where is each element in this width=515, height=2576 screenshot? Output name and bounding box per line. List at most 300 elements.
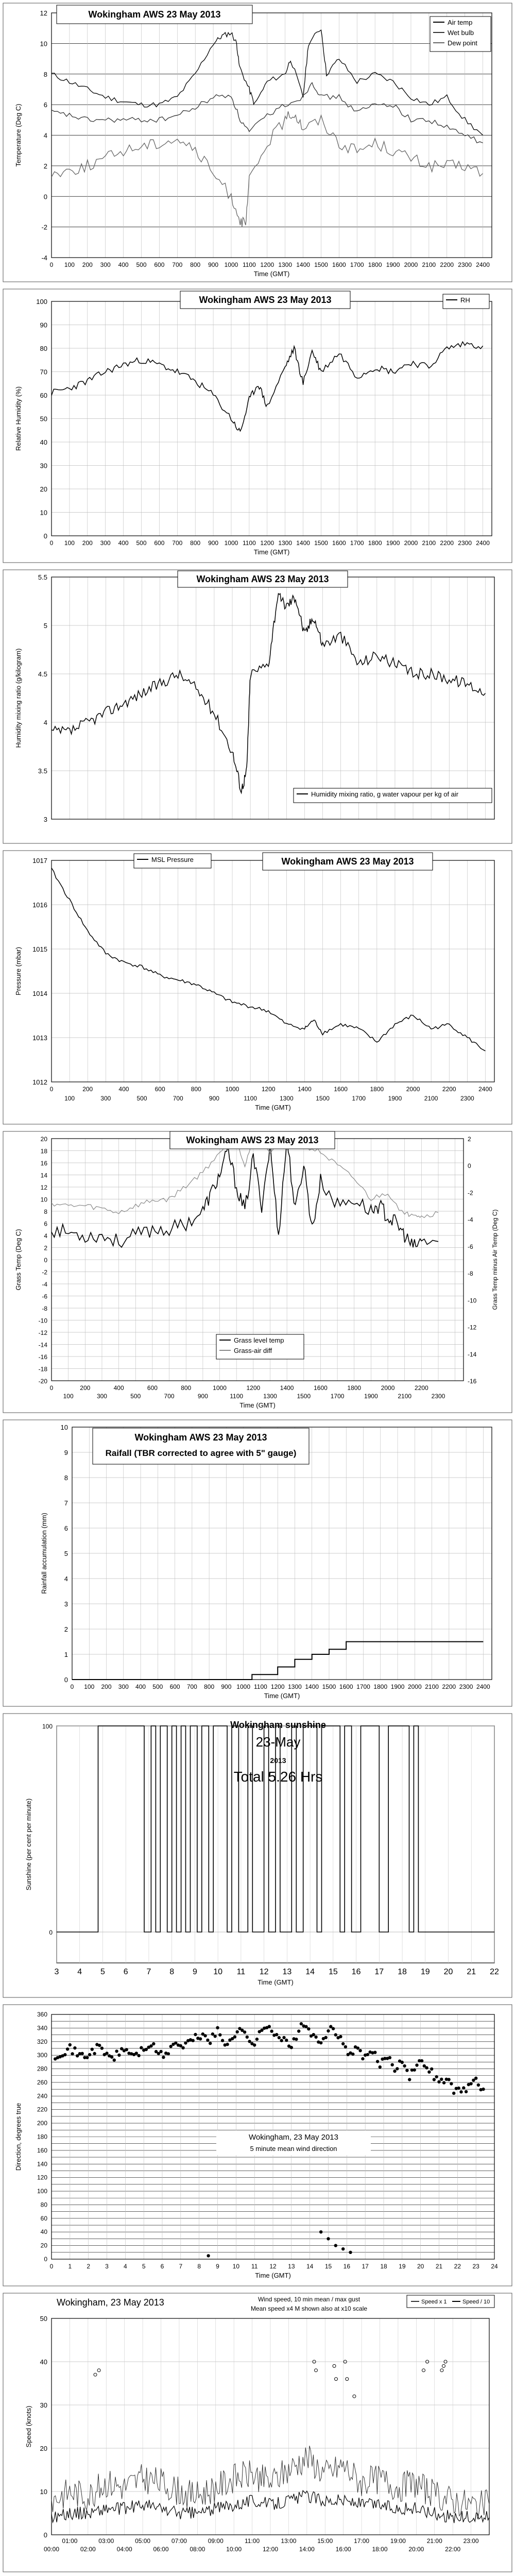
x-tick-label: 12 (259, 1968, 269, 1976)
temperature-chart (0, 0, 515, 286)
wind-direction-point (63, 2053, 66, 2056)
y-tick-label: 0 (44, 2256, 47, 2263)
chart-year: 2013 (270, 1756, 286, 1765)
y-right-tick-label: -14 (468, 1350, 477, 1358)
wind-direction-point (358, 2049, 362, 2052)
plot-frame (52, 860, 494, 1082)
x-tick-label-upper: 2000 (381, 1384, 395, 1392)
wind-direction-point (110, 2056, 113, 2059)
x-tick-label-upper: 17:00 (354, 2537, 370, 2545)
y-tick-label: 40 (40, 2228, 47, 2236)
wind-direction-point (420, 2059, 423, 2062)
y-right-tick-label: -10 (468, 1297, 477, 1304)
x-tick-label: 2400 (476, 261, 490, 268)
y-tick-label: 14 (40, 1172, 47, 1179)
x-tick-label: 1000 (236, 1683, 251, 1690)
x-tick-label-upper: 1400 (280, 1384, 294, 1392)
x-tick-label-lower: 08:00 (190, 2546, 205, 2553)
pressure-chart-panel (0, 848, 515, 1128)
x-tick-label: 900 (208, 539, 219, 547)
x-tick-label: 2300 (458, 261, 472, 268)
y-axis-label: Humidity mixing ratio (g/kilogram) (14, 648, 22, 748)
legend-label: Humidity mixing ratio, g water vapour per kg of air (311, 790, 459, 798)
chart-title: Wokingham AWS 23 May 2013 (196, 574, 329, 584)
wind-direction-point (307, 2027, 310, 2030)
y-tick-label: 280 (37, 2065, 47, 2073)
wind-direction-point (450, 2082, 453, 2085)
y-tick-label: 3.5 (38, 767, 47, 775)
x-tick-label: 0 (49, 2263, 54, 2270)
x-axis-label: Time (GMT) (253, 270, 290, 278)
y-tick-label: 200 (37, 2120, 47, 2127)
y-right-tick-label: -16 (468, 1378, 477, 1385)
gust-point (353, 2395, 356, 2398)
x-tick-label-lower: 700 (173, 1095, 183, 1102)
wind-direction-chart-panel (0, 2002, 515, 2290)
x-tick-label: 1600 (339, 1683, 353, 1690)
x-tick-label: 1300 (278, 261, 293, 268)
y-tick-label: 180 (37, 2133, 47, 2141)
wind-direction-point (300, 2022, 303, 2025)
wind-direction-point (474, 2077, 477, 2080)
y-tick-label: 5.5 (38, 573, 47, 581)
y-tick-label: 12 (40, 1184, 47, 1191)
wind-direction-point (211, 2032, 214, 2036)
x-tick-label: 1 (68, 2263, 72, 2270)
x-tick-label-upper: 200 (80, 1384, 91, 1392)
x-tick-label: 700 (186, 1683, 197, 1690)
wind-direction-point (327, 2029, 330, 2032)
legend-label: Speed x 1 (421, 2299, 447, 2305)
y-tick-label: 4 (43, 131, 47, 140)
x-tick-label-upper: 0 (49, 1086, 54, 1093)
wind-direction-point (457, 2087, 460, 2090)
y-tick-label: 5 (64, 1550, 68, 1557)
gust-point (335, 2378, 338, 2381)
x-tick-label: 0 (70, 1683, 74, 1690)
wind-direction-point (349, 2251, 352, 2254)
y-tick-label: 140 (37, 2160, 47, 2168)
x-tick-label: 0 (49, 261, 54, 268)
grass-temp-chart-panel (0, 1128, 515, 1417)
wind-direction-point (152, 2042, 155, 2045)
x-tick-label-lower: 100 (64, 1095, 75, 1102)
x-tick-label: 9 (192, 1968, 197, 1976)
x-tick-label: 5 (100, 1968, 105, 1976)
y-right-tick-label: -12 (468, 1324, 477, 1331)
wind-direction-point (295, 2038, 298, 2041)
legend-label: Grass-air diff (234, 1347, 272, 1354)
y-tick-label: 1016 (32, 901, 47, 909)
wind-direction-point (100, 2046, 104, 2049)
wind-direction-point (334, 2244, 337, 2247)
x-tick-label-lower: 1700 (330, 1393, 345, 1400)
y-tick-label: 80 (40, 2201, 47, 2209)
gust-point (346, 2378, 349, 2381)
wind-direction-point (71, 2052, 74, 2055)
x-tick-label: 1400 (305, 1683, 319, 1690)
wind-direction-point (403, 2064, 406, 2067)
wind-direction-point (341, 2247, 345, 2250)
wind-direction-point (332, 2027, 335, 2030)
wind-direction-point (162, 2056, 165, 2059)
y-tick-label: 20 (40, 2242, 47, 2249)
x-tick-label: 2400 (476, 1683, 490, 1690)
y-tick-label: 0 (43, 2531, 47, 2539)
x-tick-label-lower: 1300 (263, 1393, 277, 1400)
x-tick-label-upper: 600 (154, 1086, 165, 1093)
y-tick-label: 20 (40, 1136, 47, 1143)
wind-direction-point (270, 2029, 273, 2032)
y-tick-label: 30 (40, 462, 47, 470)
y-tick-label: 160 (37, 2146, 47, 2154)
y-axis-label: Grass Temp (Deg C) (14, 1229, 22, 1291)
x-tick-label: 7 (146, 1968, 151, 1976)
y-tick-label: -2 (42, 1268, 47, 1276)
y-tick-label: 60 (40, 392, 47, 399)
x-tick-label: 500 (152, 1683, 163, 1690)
x-tick-label: 2400 (476, 539, 490, 547)
y-tick-label: 90 (40, 321, 47, 329)
wind-direction-point (437, 2080, 440, 2083)
y-tick-label: 2 (64, 1625, 68, 1633)
x-tick-label: 5 (142, 2263, 146, 2270)
x-tick-label-lower: 04:00 (116, 2546, 132, 2553)
wind-direction-point (184, 2041, 187, 2044)
wind-direction-point (430, 2067, 433, 2071)
wind-direction-point (66, 2047, 69, 2050)
y-tick-label: 10 (40, 2488, 47, 2496)
y-tick-label: 4 (64, 1575, 68, 1583)
x-tick-label: 1600 (332, 539, 346, 547)
wind-direction-point (427, 2071, 431, 2074)
y-tick-label: 40 (40, 438, 47, 446)
x-tick-label: 24 (491, 2263, 498, 2270)
x-tick-label: 23 (472, 2263, 479, 2270)
gust-point (333, 2364, 336, 2367)
y-tick-label: 4 (44, 1232, 47, 1240)
x-tick-label: 14 (305, 1968, 315, 1976)
y-tick-label: 2 (43, 162, 47, 170)
wind-direction-point (248, 2040, 251, 2043)
x-tick-label: 900 (208, 261, 219, 268)
wind-direction-point (159, 2050, 162, 2053)
x-tick-label: 11 (251, 2263, 258, 2270)
chart-total: Total 5.26 Hrs (233, 1769, 323, 1785)
x-tick-label: 1400 (296, 539, 310, 547)
x-tick-label-upper: 2400 (478, 1086, 492, 1093)
chart-title: Wokingham AWS 23 May 2013 (88, 9, 221, 20)
y-axis-label: Pressure (mbar) (14, 947, 22, 995)
x-tick-label: 19 (399, 2263, 406, 2270)
x-tick-label: 2100 (422, 261, 436, 268)
x-tick-label: 200 (82, 261, 93, 268)
x-tick-label: 13 (288, 2263, 295, 2270)
x-tick-label: 20 (417, 2263, 424, 2270)
x-tick-label: 200 (82, 539, 93, 547)
wind-direction-point (469, 2082, 472, 2085)
wind-direction-point (339, 2035, 342, 2038)
x-tick-label-upper: 1800 (347, 1384, 362, 1392)
x-tick-label-upper: 800 (181, 1384, 192, 1392)
y-tick-label: -6 (42, 1293, 47, 1300)
x-tick-label: 2200 (442, 1683, 456, 1690)
x-tick-label: 7 (179, 2263, 183, 2270)
x-axis-label: Time (GMT) (253, 548, 290, 556)
x-tick-label: 14 (306, 2263, 314, 2270)
x-tick-label-lower: 1500 (297, 1393, 311, 1400)
x-tick-label-upper: 2000 (406, 1086, 420, 1093)
x-tick-label-upper: 19:00 (390, 2537, 406, 2545)
wind-direction-point (319, 2230, 322, 2233)
x-tick-label-lower: 1100 (230, 1393, 244, 1400)
wind-direction-point (236, 2030, 239, 2033)
x-tick-label-lower: 1700 (352, 1095, 366, 1102)
sunshine-chart (0, 1710, 515, 2002)
y-tick-label: 6 (64, 1524, 68, 1532)
wind-direction-point (140, 2046, 143, 2049)
legend-label: Air temp (448, 19, 473, 26)
legend-label: Wet bulb (448, 29, 474, 37)
x-tick-label: 200 (101, 1683, 112, 1690)
y-tick-label: 0 (64, 1676, 68, 1684)
x-tick-label: 2300 (459, 1683, 473, 1690)
x-tick-label: 22 (490, 1968, 499, 1976)
x-tick-label: 800 (190, 539, 201, 547)
x-tick-label: 500 (136, 539, 147, 547)
x-tick-label: 10 (232, 2263, 240, 2270)
wind-direction-point (376, 2060, 379, 2063)
wind-direction-point (85, 2056, 89, 2059)
y-tick-label: 12 (40, 9, 47, 17)
x-tick-label-lower: 02:00 (80, 2546, 96, 2553)
x-tick-label-lower: 700 (164, 1393, 175, 1400)
y-axis-label: Speed (knots) (25, 2405, 32, 2448)
x-tick-label-upper: 2200 (415, 1384, 428, 1392)
x-tick-label: 1200 (260, 261, 274, 268)
wind-direction-chart (0, 2002, 515, 2290)
x-tick-label: 16 (343, 2263, 351, 2270)
wind-direction-point (447, 2078, 450, 2081)
chart-subtitle: Wind speed, 10 min mean / max gust (258, 2296, 360, 2303)
x-tick-label-lower: 20:00 (408, 2546, 424, 2553)
wind-direction-point (290, 2046, 293, 2049)
y-tick-label: 8 (64, 1474, 68, 1482)
x-tick-label: 1800 (368, 539, 382, 547)
y-tick-label: 20 (40, 2445, 47, 2452)
chart-subtitle: 23-May (255, 1734, 301, 1750)
panel-border (3, 851, 512, 1124)
legend-label: MSL Pressure (151, 856, 194, 863)
x-tick-label-lower: 900 (209, 1095, 219, 1102)
y-right-tick-label: -6 (468, 1243, 473, 1250)
x-tick-label: 300 (118, 1683, 129, 1690)
y-tick-label: 0 (43, 193, 47, 201)
y-tick-label: 1014 (32, 990, 47, 997)
wind-direction-point (125, 2048, 128, 2051)
wind-direction-point (388, 2056, 391, 2059)
y-tick-label: 40 (40, 2358, 47, 2366)
x-tick-label-lower: 16:00 (335, 2546, 351, 2553)
wind-direction-point (192, 2039, 195, 2042)
legend-label: Dew point (448, 39, 477, 47)
x-tick-label: 9 (216, 2263, 219, 2270)
x-tick-label: 1500 (322, 1683, 336, 1690)
x-tick-label: 1000 (224, 261, 238, 268)
chart-title: Wokingham AWS 23 May 2013 (134, 1432, 267, 1443)
y-tick-label: -20 (38, 1378, 47, 1385)
legend-label: Speed / 10 (462, 2299, 490, 2305)
grass-temp-chart (0, 1128, 515, 1417)
wind-direction-point (169, 2045, 173, 2048)
sunshine-chart-panel (0, 1710, 515, 2002)
wind-direction-point (304, 2025, 307, 2028)
y-tick-label: 10 (40, 1196, 47, 1204)
x-tick-label-upper: 400 (118, 1086, 129, 1093)
x-tick-label: 1700 (356, 1683, 370, 1690)
y-tick-label: 6 (43, 101, 47, 109)
y-axis-label: Sunshine (per cent per minute) (25, 1798, 32, 1891)
wind-direction-point (452, 2092, 455, 2095)
x-tick-label: 2 (87, 2263, 91, 2270)
x-tick-label: 22 (454, 2263, 461, 2270)
x-tick-label-lower: 100 (63, 1393, 74, 1400)
x-tick-label: 6 (123, 1968, 128, 1976)
x-tick-label-lower: 18:00 (372, 2546, 388, 2553)
x-tick-label-lower: 1100 (244, 1095, 258, 1102)
x-tick-label-upper: 23:00 (463, 2537, 479, 2545)
y-tick-label: 30 (40, 2401, 47, 2409)
gust-point (94, 2373, 97, 2376)
wind-direction-point (113, 2058, 116, 2061)
x-tick-label-lower: 00:00 (43, 2546, 60, 2553)
y-tick-label: 3 (43, 816, 47, 823)
x-tick-label: 8 (197, 2263, 201, 2270)
panel-border (3, 289, 512, 563)
wind-direction-point (413, 2069, 416, 2072)
wind-direction-point (253, 2043, 256, 2046)
y-tick-label: 1013 (32, 1034, 47, 1042)
x-tick-label-upper: 200 (82, 1086, 93, 1093)
y-axis-label: Temperature (Deg C) (14, 104, 22, 167)
x-tick-label: 400 (118, 261, 129, 268)
wind-direction-point (425, 2066, 428, 2069)
x-tick-label-upper: 2200 (442, 1086, 456, 1093)
x-tick-label: 13 (282, 1968, 292, 1976)
y-tick-label: -2 (41, 223, 47, 231)
x-tick-label: 400 (135, 1683, 146, 1690)
mixing-ratio-chart-panel (0, 567, 515, 848)
y-tick-label: 16 (40, 1160, 47, 1167)
x-tick-label: 1900 (386, 539, 400, 547)
x-tick-label-upper: 1400 (298, 1086, 312, 1093)
x-tick-label: 18 (380, 2263, 387, 2270)
y-tick-label: 10 (60, 1423, 68, 1431)
y-tick-label: 1 (64, 1651, 68, 1658)
y-tick-label: 320 (37, 2038, 47, 2045)
x-tick-label-upper: 400 (113, 1384, 124, 1392)
y-tick-label: 300 (37, 2052, 47, 2059)
y-right-tick-label: 2 (468, 1136, 471, 1143)
humidity-chart (0, 286, 515, 567)
chart-title: Wokingham sunshine (230, 1720, 326, 1730)
x-tick-label-upper: 03:00 (98, 2537, 114, 2545)
x-tick-label-upper: 07:00 (171, 2537, 187, 2545)
chart-title: Wokingham AWS 23 May 2013 (281, 856, 414, 867)
y-tick-label: 4 (43, 719, 47, 726)
x-tick-label-upper: 09:00 (208, 2537, 224, 2545)
wind-direction-point (203, 2034, 207, 2037)
x-tick-label-upper: 05:00 (135, 2537, 151, 2545)
y-right-tick-label: -4 (468, 1216, 473, 1224)
x-tick-label: 700 (172, 539, 183, 547)
wind-direction-point (396, 2067, 399, 2070)
x-tick-label-lower: 1500 (316, 1095, 330, 1102)
y-tick-label: 1012 (32, 1078, 47, 1086)
x-tick-label: 1400 (296, 261, 310, 268)
gust-point (97, 2369, 100, 2372)
y-tick-label: 1015 (32, 945, 47, 953)
y-tick-label: -10 (38, 1317, 47, 1325)
legend-label: RH (460, 296, 470, 304)
y-tick-label: 8 (44, 1208, 47, 1215)
y-axis-label: Relative Humidity (%) (14, 386, 22, 451)
x-tick-label: 1100 (242, 261, 256, 268)
x-tick-label: 1000 (224, 539, 238, 547)
x-tick-label: 100 (64, 539, 75, 547)
x-tick-label: 2000 (404, 261, 418, 268)
y-tick-label: -4 (41, 254, 47, 262)
y-right-axis-label: Grass Temp minus Air Temp (Deg C) (491, 1209, 499, 1310)
y-tick-label: 70 (40, 368, 47, 376)
x-tick-label: 2000 (407, 1683, 422, 1690)
wind-direction-point (401, 2061, 404, 2064)
y-tick-label: 340 (37, 2024, 47, 2032)
y-tick-label: 80 (40, 345, 47, 352)
x-tick-label: 800 (190, 261, 201, 268)
wind-direction-point (91, 2048, 94, 2051)
wind-speed-chart-panel (0, 2290, 515, 2576)
wind-direction-point (137, 2054, 140, 2057)
y-tick-label: 5 (43, 622, 47, 630)
x-tick-label: 600 (154, 539, 165, 547)
wind-direction-point (356, 2046, 359, 2049)
wind-direction-point (379, 2065, 382, 2069)
x-tick-label: 800 (204, 1683, 215, 1690)
wind-direction-point (442, 2081, 445, 2084)
wind-direction-point (351, 2053, 354, 2056)
x-tick-label: 3 (105, 2263, 109, 2270)
x-tick-label-upper: 11:00 (245, 2537, 260, 2545)
wind-direction-point (218, 2033, 221, 2037)
pressure-chart (0, 848, 515, 1128)
wind-direction-point (433, 2078, 436, 2081)
x-tick-label: 19 (420, 1968, 430, 1976)
x-tick-label: 400 (118, 539, 129, 547)
y-tick-label: 120 (37, 2174, 47, 2181)
x-tick-label: 600 (154, 261, 165, 268)
x-tick-label: 20 (443, 1968, 453, 1976)
y-tick-label: 260 (37, 2078, 47, 2086)
x-tick-label-lower: 12:00 (262, 2546, 279, 2553)
x-tick-label-lower: 500 (130, 1393, 141, 1400)
wind-direction-point (214, 2035, 217, 2038)
x-tick-label-upper: 1000 (225, 1086, 239, 1093)
wind-direction-point (344, 2045, 347, 2048)
x-tick-label-upper: 21:00 (426, 2537, 442, 2545)
gust-point (442, 2364, 445, 2367)
wind-direction-point (280, 2039, 283, 2042)
